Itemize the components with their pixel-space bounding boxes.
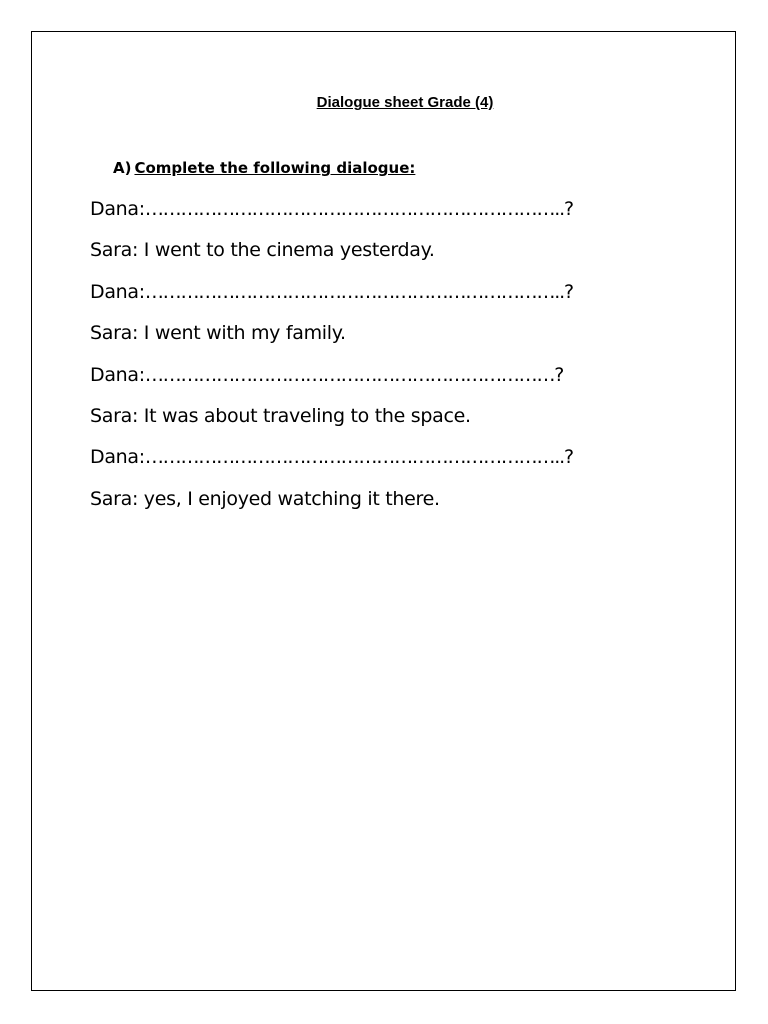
title-text: Dialogue sheet Grade (4) xyxy=(316,94,494,111)
dialogue-line xyxy=(90,322,346,344)
dialogue-line xyxy=(90,488,440,510)
document-title xyxy=(0,94,768,111)
dialogue-line xyxy=(90,281,573,303)
dialogue-text: yes, I enjoyed watching it there. xyxy=(138,488,440,510)
dialogue-line xyxy=(90,364,563,386)
dialogue-line xyxy=(90,198,573,220)
answer-blank: ……………………………………………………………..? xyxy=(144,446,573,468)
dialogue-text: I went with my family. xyxy=(138,322,346,344)
speaker-name: Sara: xyxy=(90,405,139,427)
dialogue-line xyxy=(90,405,471,427)
speaker-name: Dana: xyxy=(90,281,145,303)
speaker-name: Sara: xyxy=(90,239,139,261)
dialogue-text: I went to the cinema yesterday. xyxy=(138,239,435,261)
speaker-name: Sara: xyxy=(90,322,139,344)
dialogue-line xyxy=(90,446,573,468)
answer-blank: ……………………………………………………………..? xyxy=(144,281,573,303)
speaker-name: Dana: xyxy=(90,198,145,220)
section-label: A) xyxy=(113,159,132,177)
answer-blank: ……………………………………………………………..? xyxy=(144,198,573,220)
section-instruction: Complete the following dialogue: xyxy=(134,159,416,177)
answer-blank: ……………………………………………………………? xyxy=(144,364,564,386)
dialogue-line xyxy=(90,239,435,261)
speaker-name: Dana: xyxy=(90,446,145,468)
speaker-name: Dana: xyxy=(90,364,145,386)
speaker-name: Sara: xyxy=(90,488,139,510)
dialogue-text: It was about traveling to the space. xyxy=(138,405,471,427)
section-heading xyxy=(113,159,415,177)
